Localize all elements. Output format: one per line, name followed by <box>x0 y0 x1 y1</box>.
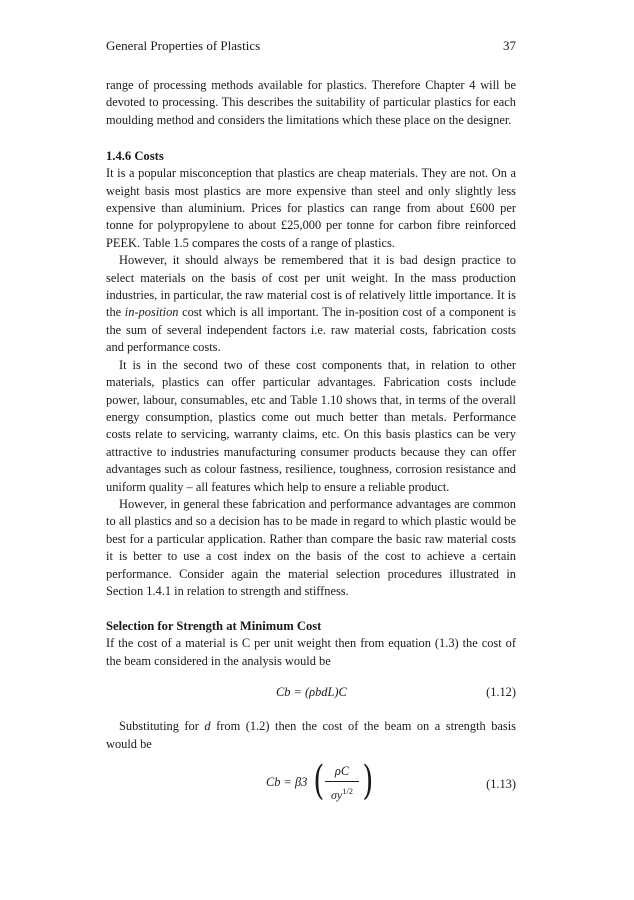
equation-1-12-number: (1.12) <box>486 685 516 700</box>
header-title: General Properties of Plastics <box>106 38 261 53</box>
paragraph-4: However, in general these fabrication and performance advantages are common to all plastics and so a decision has to be made in regard to which plastic would be best for a particular application. Rather than compare the basic raw material costs it is better to use a cost index on the basis of the cost to achieve a certain performance. Consider again the material selection procedures illustrated in Section 1.4.1 in relation to strength and stiffness. <box>106 496 516 598</box>
paragraph-6-end: from (1.2) then the cost of the beam on a strength basis would be <box>106 719 517 751</box>
paragraph-5: If the cost of a material is C per unit weight then from equation (1.3) the cost of the beam considered in the analysis would be <box>106 636 516 668</box>
equation-1-13-lhs: Cb = β3 <box>266 775 308 789</box>
fraction-numerator: ρC <box>334 764 350 778</box>
paragraph-2-emphasis: in-position <box>124 305 179 320</box>
paragraph-6-start: Substituting for <box>119 719 205 734</box>
denominator-exponent: 1/2 <box>342 786 354 796</box>
fraction-denominator <box>325 784 359 802</box>
page-number: 37 <box>503 38 516 53</box>
equation-1-12 <box>106 683 516 705</box>
paragraph-2-start: However, it should always be remembered that it is bad design practice to select materials on the basis of cost per unit weight. In the mass production industries, in particular, the raw material cost is of relatively little importance. It is the <box>106 253 516 320</box>
denominator-symbol: σy <box>330 788 343 802</box>
subheading: Selection for Strength at Minimum Cost <box>106 619 322 634</box>
paragraph-6-variable: d <box>204 719 211 734</box>
equation-1-13-number: (1.13) <box>486 777 516 791</box>
running-head <box>106 38 516 54</box>
left-paren: ( <box>313 758 325 804</box>
equation-1-13 <box>106 757 516 811</box>
right-paren: ) <box>362 758 374 804</box>
paragraph-2 <box>106 252 516 356</box>
paragraph-2-end: cost which is all important. The in-position cost of a component is the sum of several independent factors i.e. raw material costs, fabrication costs and performance costs. <box>106 305 516 355</box>
paragraph-1: It is a popular misconception that plastics are cheap materials. They are not. On a weight basis most plastics are more expensive than steel and only slightly less expensive than aluminium. Prices for plastics can range from about £600 per tonne for polypropylene to about £25,000 per tonne for carbon fibre reinforced PEEK. Table 1.5 compares the costs of a range of plastics. <box>106 166 516 250</box>
equation-1-12-expression: Cb = (ρbdL)C <box>276 685 347 700</box>
fraction-bar <box>325 781 359 782</box>
paragraph-6 <box>106 718 516 753</box>
section-heading: 1.4.6 Costs <box>106 149 164 164</box>
intro-paragraph: range of processing methods available for plastics. Therefore Chapter 4 will be devoted to processing. This describes the suitability of particular plastics for each moulding method and considers the limitations which these place on the designer. <box>106 78 516 127</box>
paragraph-3: It is in the second two of these cost components that, in relation to other materials, plastics can offer particular advantages. Fabrication costs include power, labour, consumables, etc and Table 1.10 shows that, in terms of the overall energy consumption, plastics come out much better than metals. Performance costs relate to servicing, warranty claims, etc. On this basis plastics can be very attractive to industries manufacturing consumer products because they can offer advantages such as colour fastness, resilience, toughness, corrosion resistance and uniform quality – all features which help to ensure a reliable product. <box>106 357 516 494</box>
page <box>106 38 516 811</box>
equation-1-13-fraction <box>325 763 359 802</box>
